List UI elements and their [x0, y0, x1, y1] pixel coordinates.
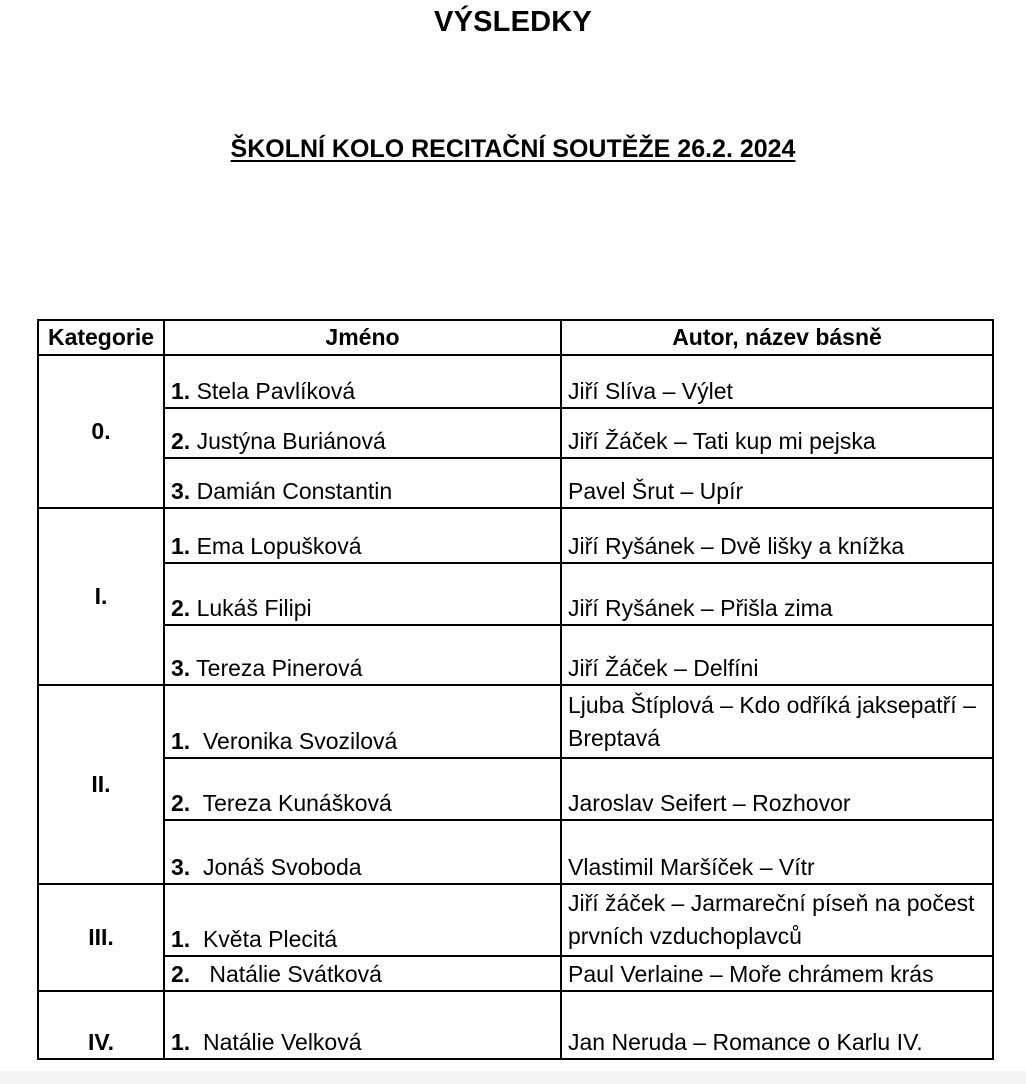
- contestant-name: Natálie Velková: [202, 1029, 362, 1055]
- table-row: [38, 563, 993, 625]
- page-subtitle: [0, 135, 1026, 164]
- category-label: III.: [38, 884, 164, 991]
- rank: 3.: [171, 655, 191, 681]
- contestant-cell: [164, 991, 561, 1059]
- header-poem: Autor, název básně: [561, 320, 993, 355]
- contestant-name: Květa Plecitá: [202, 926, 338, 952]
- poem-cell: Ljuba Štíplová – Kdo odříká jaksepatří – Breptavá: [561, 685, 993, 758]
- rank: 1.: [171, 728, 191, 754]
- results-table: [37, 319, 994, 1060]
- contestant-name: Tereza Pinerová: [196, 655, 363, 681]
- contestant-name: Jonáš Svoboda: [202, 854, 362, 880]
- poem-cell: Jiří Žáček – Tati kup mi pejska: [561, 408, 993, 458]
- contestant-name: Damián Constantin: [196, 478, 393, 504]
- poem-cell: Pavel Šrut – Upír: [561, 458, 993, 508]
- contestant-name: Tereza Kunášková: [202, 790, 392, 816]
- table-row: [38, 355, 993, 408]
- table-row: [38, 758, 993, 820]
- contestant-cell: [164, 820, 561, 884]
- table-row: [38, 408, 993, 458]
- poem-cell: Vlastimil Maršíček – Vítr: [561, 820, 993, 884]
- contestant-cell: [164, 956, 561, 991]
- table-row: [38, 508, 993, 563]
- header-name: Jméno: [164, 320, 561, 355]
- subtitle-text: ŠKOLNÍ KOLO RECITAČNÍ SOUTĚŽE 26.2. 2024: [230, 135, 796, 163]
- contestant-cell: [164, 508, 561, 563]
- poem-cell: Jiří Ryšánek – Přišla zima: [561, 563, 993, 625]
- page-title: VÝSLEDKY: [434, 6, 592, 38]
- rank: 3.: [171, 478, 191, 504]
- contestant-name: Veronika Svozilová: [202, 728, 398, 754]
- contestant-cell: [164, 625, 561, 685]
- rank: 2.: [171, 428, 191, 454]
- poem-cell: Jaroslav Seifert – Rozhovor: [561, 758, 993, 820]
- contestant-cell: [164, 563, 561, 625]
- table-row: [38, 991, 993, 1059]
- table-row: [38, 820, 993, 884]
- table-row: [38, 956, 993, 991]
- contestant-cell: [164, 685, 561, 758]
- rank: 2.: [171, 790, 191, 816]
- table-header-row: [38, 320, 993, 355]
- category-label: IV.: [38, 991, 164, 1059]
- rank: 1.: [171, 378, 191, 404]
- poem-cell: Paul Verlaine – Moře chrámem krás: [561, 956, 993, 991]
- category-label: II.: [38, 685, 164, 884]
- contestant-name: Natálie Svátková: [209, 961, 382, 987]
- poem-cell: Jiří Ryšánek – Dvě lišky a knížka: [561, 508, 993, 563]
- rank: 1.: [171, 533, 191, 559]
- rank: 1.: [171, 926, 191, 952]
- contestant-cell: [164, 458, 561, 508]
- category-label: I.: [38, 508, 164, 685]
- poem-cell: Jan Neruda – Romance o Karlu IV.: [561, 991, 993, 1059]
- poem-cell: Jiří žáček – Jarmareční píseň na počest prvních vzduchoplavců: [561, 884, 993, 956]
- rank: 2.: [171, 595, 191, 621]
- rank: 2.: [171, 961, 191, 987]
- poem-cell: Jiří Slíva – Výlet: [561, 355, 993, 408]
- category-label: 0.: [38, 355, 164, 508]
- contestant-name: Ema Lopušková: [196, 533, 362, 559]
- rank: 3.: [171, 854, 191, 880]
- contestant-cell: [164, 355, 561, 408]
- table-row: [38, 458, 993, 508]
- table-row: [38, 685, 993, 758]
- contestant-cell: [164, 408, 561, 458]
- contestant-cell: [164, 758, 561, 820]
- contestant-name: Lukáš Filipi: [196, 595, 312, 621]
- table-row: [38, 884, 993, 956]
- contestant-cell: [164, 884, 561, 956]
- contestant-name: Justýna Buriánová: [196, 428, 386, 454]
- contestant-name: Stela Pavlíková: [196, 378, 356, 404]
- rank: 1.: [171, 1029, 191, 1055]
- poem-cell: Jiří Žáček – Delfíni: [561, 625, 993, 685]
- table-row: [38, 625, 993, 685]
- header-category: Kategorie: [38, 320, 164, 355]
- page-bottom-edge: [0, 1071, 1026, 1084]
